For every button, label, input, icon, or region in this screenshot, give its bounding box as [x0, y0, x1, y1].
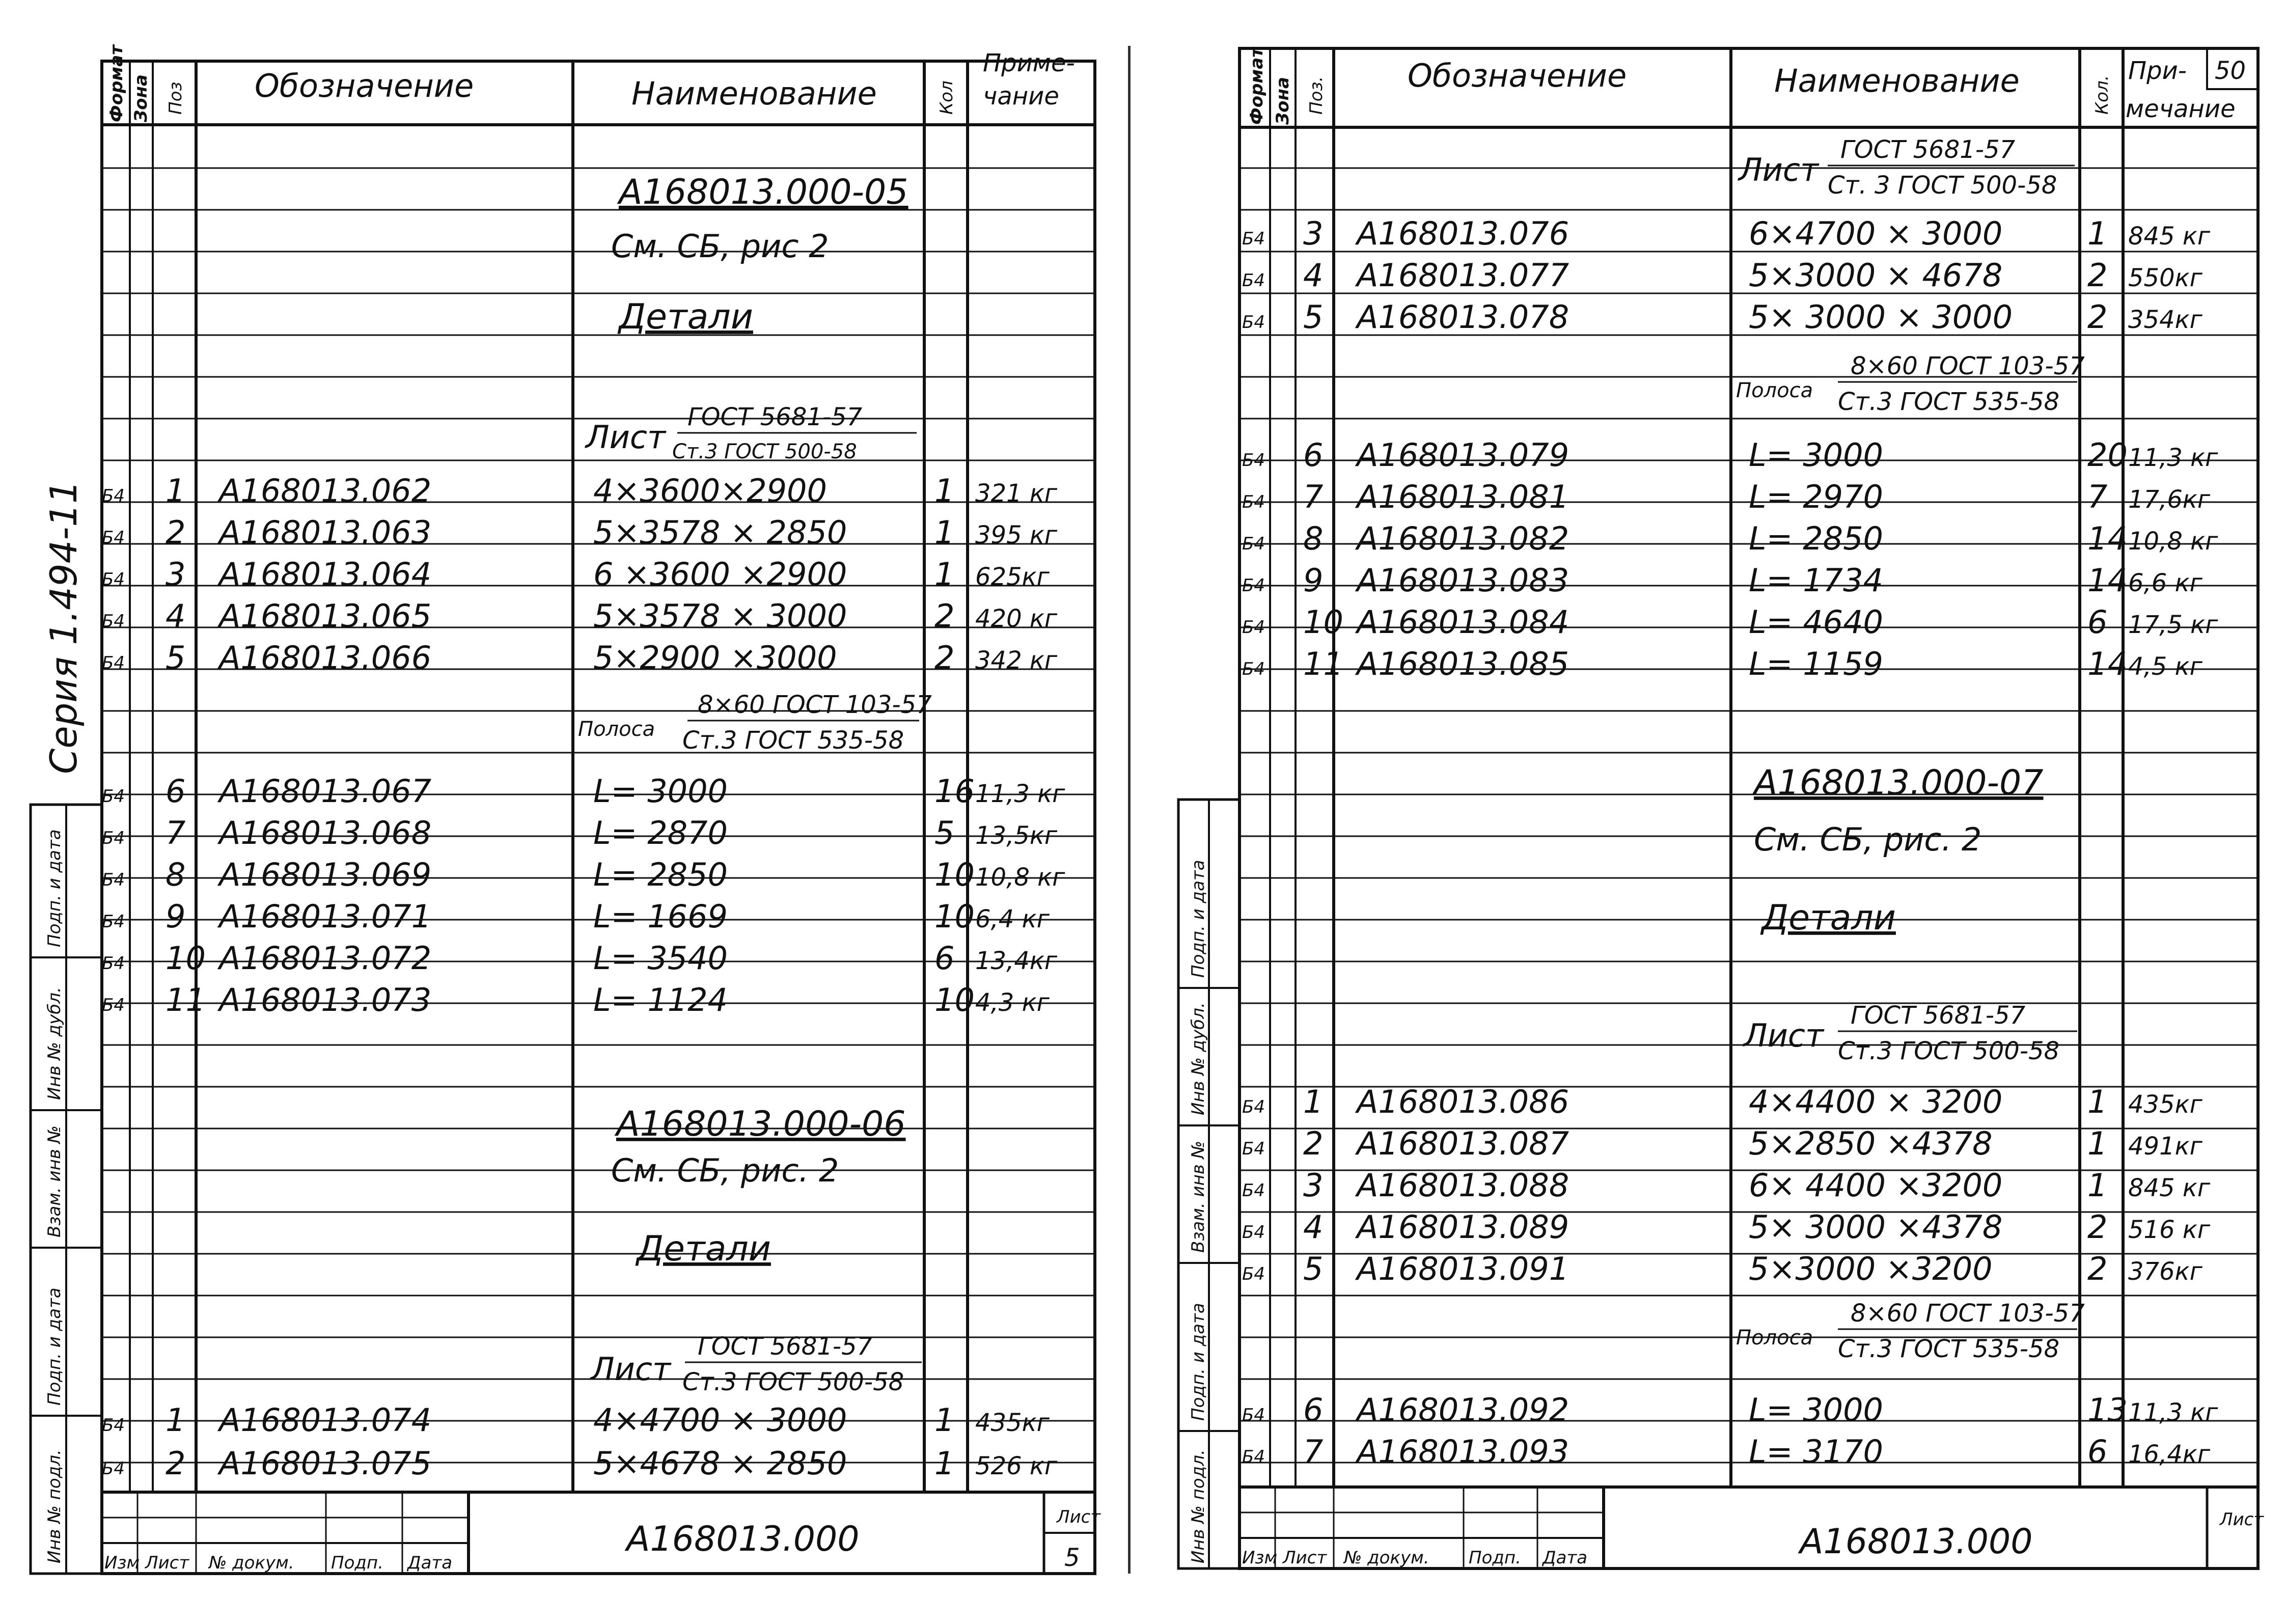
row-qty: 1: [934, 472, 955, 509]
row-qty: 10: [934, 856, 975, 893]
hdr-note-top: Приме-: [983, 49, 1075, 77]
row-pos: 5: [1303, 1250, 1324, 1287]
row-format: Б4: [1242, 1097, 1265, 1117]
row-designation: А168013.075: [219, 1445, 432, 1482]
side-label-2: Подп. и дата: [44, 1287, 65, 1406]
row-name: 5×3000 × 4678: [1749, 257, 2003, 294]
r-hdr-format: Формат: [1247, 47, 1267, 125]
assembly-code-06: А168013.000-06: [616, 1104, 906, 1144]
row-designation: А168013.066: [219, 639, 432, 676]
r-material2-word: Лист: [1744, 1017, 1824, 1054]
row-name: 6 ×3600 ×2900: [593, 556, 847, 593]
row-qty: 1: [2087, 1167, 2108, 1204]
row-name: L= 3000: [1749, 436, 1883, 474]
row-designation: А168013.074: [219, 1401, 432, 1439]
r-material-word: Лист: [1739, 151, 1819, 188]
row-qty: 1: [934, 514, 955, 551]
r-side-label-3: Взам. инв №: [1188, 1140, 1208, 1253]
row-name: 5× 3000 ×4378: [1749, 1208, 2003, 1246]
row-note: 11,3 кг: [2128, 1398, 2218, 1427]
row-format: Б4: [102, 870, 125, 890]
left-rows-b: [102, 773, 1065, 1019]
row-name: L= 3170: [1749, 1433, 1883, 1470]
row-note: 435кг: [2128, 1090, 2202, 1119]
row-format: Б4: [1242, 1180, 1265, 1201]
r-details-heading-07: Детали: [1761, 898, 1896, 938]
row-pos: 8: [1303, 520, 1324, 557]
tb-col-doc: № докум.: [209, 1553, 294, 1573]
binding-divider: [1128, 46, 1131, 1574]
row-qty: 6: [934, 940, 955, 977]
row-format: Б4: [1242, 229, 1265, 249]
row-designation: А168013.062: [219, 472, 432, 509]
row-format: Б4: [102, 1415, 125, 1436]
row-name: 5×3578 × 2850: [593, 514, 847, 551]
row-designation: А168013.082: [1357, 520, 1569, 557]
tb-doc-code: А168013.000: [626, 1519, 860, 1559]
row-format: Б4: [1242, 575, 1265, 596]
row-pos: 6: [1303, 436, 1324, 474]
hdr-format: Формат: [106, 45, 127, 122]
side-label-1: Инв № подл.: [44, 1449, 65, 1563]
row-pos: 9: [166, 898, 186, 935]
row-designation: А168013.091: [1357, 1250, 1569, 1287]
row-pos: 3: [166, 556, 186, 593]
row-name: 6× 4400 ×3200: [1749, 1167, 2003, 1204]
row-note: 10,8 кг: [975, 863, 1065, 892]
row-note: 420 кг: [975, 604, 1058, 633]
row-pos: 7: [166, 814, 186, 851]
strip-grade: Ст.3 ГОСТ 535-58: [682, 726, 904, 755]
details-heading-05: Детали: [619, 297, 753, 337]
row-format: Б4: [102, 786, 125, 807]
row-qty: 6: [2087, 603, 2108, 641]
r-tb-doc-code: А168013.000: [1800, 1522, 2033, 1562]
row-qty: 2: [2087, 298, 2108, 336]
row-designation: А168013.076: [1357, 215, 1569, 252]
row-format: Б4: [102, 486, 125, 506]
row-pos: 5: [1303, 298, 1324, 336]
r-page-number: 50: [2215, 57, 2246, 85]
row-qty: 14: [2087, 645, 2128, 682]
row-note: 17,6кг: [2128, 485, 2211, 514]
row-format: Б4: [1242, 312, 1265, 333]
row-note: 376кг: [2128, 1257, 2202, 1286]
row-pos: 7: [1303, 478, 1324, 515]
row-note: 395 кг: [975, 521, 1058, 549]
row-designation: А168013.089: [1357, 1208, 1569, 1246]
r-strip-std: 8×60 ГОСТ 103-57: [1851, 352, 2085, 380]
row-format: Б4: [102, 953, 125, 974]
row-pos: 1: [1303, 1083, 1324, 1120]
row-note: 321 кг: [975, 479, 1058, 508]
row-pos: 10: [166, 940, 206, 977]
row-pos: 4: [1303, 1208, 1324, 1246]
material-std: ГОСТ 5681-57: [687, 403, 863, 431]
r-side-label-1: Инв № подл.: [1188, 1449, 1208, 1563]
row-designation: А168013.065: [219, 597, 432, 635]
row-designation: А168013.078: [1357, 298, 1569, 336]
row-designation: А168013.086: [1357, 1083, 1569, 1120]
strip-word: Полоса: [578, 718, 655, 741]
r-strip2-word: Полоса: [1736, 1326, 1813, 1350]
series-label: Серия 1.494-11: [42, 480, 85, 774]
row-designation: А168013.071: [219, 898, 432, 935]
row-name: 5×3000 ×3200: [1749, 1250, 1993, 1287]
row-designation: А168013.077: [1357, 257, 1569, 294]
row-pos: 11: [166, 981, 206, 1019]
row-qty: 2: [934, 597, 955, 635]
material2-grade: Ст.3 ГОСТ 500-58: [682, 1368, 904, 1396]
row-qty: 7: [2087, 478, 2108, 515]
row-pos: 2: [1303, 1125, 1324, 1162]
strip-std: 8×60 ГОСТ 103-57: [698, 691, 932, 719]
row-format: Б4: [102, 653, 125, 673]
row-designation: А168013.063: [219, 514, 432, 551]
r-material2-grade: Ст.3 ГОСТ 500-58: [1838, 1037, 2060, 1065]
r-tb-col-date: Дата: [1543, 1548, 1588, 1568]
row-designation: А168013.064: [219, 556, 432, 593]
assembly-ref-06: См. СБ, рис. 2: [611, 1152, 839, 1189]
row-qty: 2: [2087, 1250, 2108, 1287]
right-spec-sheet: [1143, 0, 2286, 1624]
row-designation: А168013.068: [219, 814, 432, 851]
row-pos: 9: [1303, 562, 1324, 599]
left-rows-c: [102, 1401, 1058, 1482]
r-hdr-name: Наименование: [1774, 62, 2020, 99]
row-qty: 20: [2087, 436, 2128, 474]
row-qty: 14: [2087, 562, 2128, 599]
row-qty: 1: [2087, 215, 2108, 252]
row-designation: А168013.087: [1357, 1125, 1569, 1162]
tb-col-izm: Изм: [104, 1553, 140, 1573]
r-material2-std: ГОСТ 5681-57: [1851, 1001, 2026, 1030]
r-assembly-ref-07: См. СБ, рис. 2: [1754, 821, 1982, 858]
material2-std: ГОСТ 5681-57: [698, 1332, 873, 1361]
r-hdr-pos: Поз.: [1306, 76, 1327, 115]
row-name: 5×4678 × 2850: [593, 1445, 847, 1482]
material-grade: Ст.3 ГОСТ 500-58: [672, 440, 857, 463]
row-designation: А168013.085: [1357, 645, 1569, 682]
row-format: Б4: [1242, 1264, 1265, 1284]
row-format: Б4: [1242, 450, 1265, 471]
row-name: 4×4400 × 3200: [1749, 1083, 2003, 1120]
row-name: L= 1734: [1749, 562, 1883, 599]
r-assembly-code-07: А168013.000-07: [1754, 763, 2044, 803]
row-pos: 3: [1303, 215, 1324, 252]
row-note: 13,5кг: [975, 821, 1058, 850]
r-hdr-note-bottom: мечание: [2126, 95, 2236, 123]
r-side-label-2: Подп. и дата: [1188, 1303, 1208, 1421]
row-name: 5×2850 ×4378: [1749, 1125, 1993, 1162]
row-note: 17,5 кг: [2128, 611, 2218, 639]
row-format: Б4: [102, 611, 125, 631]
row-note: 845 кг: [2128, 222, 2211, 251]
row-pos: 8: [166, 856, 186, 893]
row-note: 845 кг: [2128, 1174, 2211, 1202]
row-name: 5×2900 ×3000: [593, 639, 837, 676]
row-name: 5× 3000 × 3000: [1749, 298, 2013, 336]
right-spec-page: [1143, 0, 2286, 1624]
hdr-designation: Обозначение: [255, 67, 474, 104]
right-rows-c: [1242, 1083, 2211, 1287]
row-format: Б4: [102, 1458, 125, 1479]
row-name: L= 4640: [1749, 603, 1883, 641]
row-note: 526 кг: [975, 1452, 1058, 1480]
row-qty: 1: [2087, 1083, 2108, 1120]
row-qty: 13: [2087, 1391, 2128, 1428]
row-pos: 3: [1303, 1167, 1324, 1204]
row-format: Б4: [1242, 659, 1265, 679]
row-note: 435кг: [975, 1409, 1050, 1437]
r-side-label-4: Инв № дубл.: [1188, 1002, 1208, 1115]
row-qty: 14: [2087, 520, 2128, 557]
row-name: L= 2970: [1749, 478, 1883, 515]
r-strip2-grade: Ст.3 ГОСТ 535-58: [1838, 1335, 2060, 1363]
row-name: 6×4700 × 3000: [1749, 215, 2003, 252]
row-qty: 16: [934, 773, 975, 810]
row-pos: 6: [1303, 1391, 1324, 1428]
row-format: Б4: [102, 828, 125, 848]
row-name: 4×3600×2900: [593, 472, 827, 509]
r-side-label-5: Подп. и дата: [1188, 860, 1208, 978]
row-note: 354кг: [2128, 306, 2202, 334]
tb-col-sign: Подп.: [331, 1553, 383, 1573]
row-format: Б4: [1242, 1447, 1265, 1467]
row-qty: 1: [934, 1445, 955, 1482]
assembly-code-05: А168013.000-05: [619, 172, 908, 212]
row-note: 11,3 кг: [975, 780, 1065, 808]
row-qty: 2: [2087, 1208, 2108, 1246]
row-pos: 4: [166, 597, 186, 635]
row-pos: 11: [1303, 645, 1343, 682]
row-format: Б4: [1242, 617, 1265, 638]
details-heading-06: Детали: [637, 1229, 771, 1269]
row-note: 6,4 кг: [975, 905, 1050, 933]
row-name: L= 3540: [593, 940, 728, 977]
material-word: Лист: [586, 419, 666, 456]
row-name: 5×3578 × 3000: [593, 597, 847, 635]
row-format: Б4: [1242, 1222, 1265, 1243]
row-designation: А168013.088: [1357, 1167, 1569, 1204]
r-hdr-zone: Зона: [1273, 77, 1293, 125]
row-note: 16,4кг: [2128, 1440, 2211, 1469]
side-label-5: Подп. и дата: [44, 829, 65, 947]
row-format: Б4: [1242, 1139, 1265, 1159]
row-designation: А168013.081: [1357, 478, 1569, 515]
row-designation: А168013.092: [1357, 1391, 1569, 1428]
row-qty: 2: [2087, 257, 2108, 294]
row-name: L= 2850: [593, 856, 728, 893]
row-pos: 5: [166, 639, 186, 676]
tb-sheet-number: 5: [1064, 1544, 1080, 1572]
right-side-strip: [1178, 800, 1240, 1568]
row-pos: 6: [166, 773, 186, 810]
r-hdr-designation: Обозначение: [1408, 57, 1627, 94]
material2-word: Лист: [591, 1351, 671, 1388]
row-designation: А168013.073: [219, 981, 432, 1019]
row-qty: 2: [934, 639, 955, 676]
r-strip2-std: 8×60 ГОСТ 103-57: [1851, 1299, 2085, 1328]
tb-sheet-label: Лист: [1057, 1507, 1101, 1527]
side-label-4: Инв № дубл.: [44, 987, 65, 1100]
tb-col-list: Лист: [145, 1553, 189, 1573]
row-pos: 2: [166, 1445, 186, 1482]
row-qty: 1: [934, 556, 955, 593]
row-pos: 1: [166, 472, 186, 509]
row-format: Б4: [102, 569, 125, 590]
hdr-pos: Поз: [166, 81, 186, 115]
r-tb-col-sign: Подп.: [1469, 1548, 1521, 1568]
row-note: 10,8 кг: [2128, 527, 2218, 556]
row-designation: А168013.079: [1357, 436, 1569, 474]
row-qty: 1: [934, 1401, 955, 1439]
row-format: Б4: [1242, 534, 1265, 554]
row-designation: А168013.069: [219, 856, 432, 893]
r-material-std: ГОСТ 5681-57: [1840, 135, 2016, 164]
row-designation: А168013.093: [1357, 1433, 1569, 1470]
row-qty: 10: [934, 981, 975, 1019]
r-tb-col-doc: № докум.: [1344, 1548, 1429, 1568]
row-note: 6,6 кг: [2128, 569, 2202, 597]
row-name: L= 3000: [593, 773, 728, 810]
row-note: 13,4кг: [975, 947, 1058, 975]
row-name: L= 3000: [1749, 1391, 1883, 1428]
hdr-zone: Зона: [131, 74, 151, 122]
left-side-strip: [31, 805, 102, 1574]
row-format: Б4: [1242, 492, 1265, 512]
row-qty: 1: [2087, 1125, 2108, 1162]
row-format: Б4: [102, 995, 125, 1015]
row-note: 516 кг: [2128, 1216, 2211, 1244]
hdr-qty: Кол: [937, 80, 957, 115]
r-strip-word: Полоса: [1736, 379, 1813, 402]
r-tb-col-list: Лист: [1283, 1548, 1327, 1568]
side-label-3: Взам. инв №: [44, 1125, 65, 1237]
row-designation: А168013.067: [219, 773, 432, 810]
row-designation: А168013.083: [1357, 562, 1569, 599]
row-pos: 7: [1303, 1433, 1324, 1470]
row-note: 550кг: [2128, 264, 2202, 292]
hdr-name: Наименование: [631, 75, 877, 112]
row-designation: А168013.072: [219, 940, 432, 977]
row-pos: 2: [166, 514, 186, 551]
row-name: L= 2870: [593, 814, 728, 851]
r-strip-grade: Ст.3 ГОСТ 535-58: [1838, 388, 2060, 416]
row-name: L= 1124: [593, 981, 728, 1019]
row-format: Б4: [1242, 270, 1265, 291]
r-tb-sheet-label: Лист: [2220, 1509, 2264, 1530]
row-note: 491кг: [2128, 1132, 2202, 1161]
row-note: 4,5 кг: [2128, 652, 2202, 681]
row-note: 4,3 кг: [975, 988, 1050, 1017]
r-material-grade: Ст. 3 ГОСТ 500-58: [1828, 171, 2057, 200]
r-hdr-note-top: При-: [2128, 57, 2187, 85]
row-name: L= 1159: [1749, 645, 1883, 682]
row-pos: 10: [1303, 603, 1343, 641]
row-note: 625кг: [975, 563, 1050, 591]
row-name: L= 1669: [593, 898, 728, 935]
row-qty: 10: [934, 898, 975, 935]
row-format: Б4: [102, 528, 125, 548]
right-rows-a: [1242, 215, 2211, 336]
hdr-note-bottom: чание: [983, 82, 1059, 111]
row-designation: А168013.084: [1357, 603, 1569, 641]
row-format: Б4: [1242, 1405, 1265, 1425]
row-pos: 1: [166, 1401, 186, 1439]
row-name: 4×4700 × 3000: [593, 1401, 847, 1439]
row-qty: 6: [2087, 1433, 2108, 1470]
tb-col-date: Дата: [407, 1553, 453, 1573]
row-qty: 5: [934, 814, 955, 851]
r-hdr-qty: Кол.: [2092, 75, 2112, 115]
row-format: Б4: [102, 912, 125, 932]
row-note: 11,3 кг: [2128, 444, 2218, 472]
assembly-ref-05: См. СБ, рис 2: [611, 228, 829, 265]
r-tb-col-izm: Изм: [1242, 1548, 1278, 1568]
row-note: 342 кг: [975, 646, 1058, 675]
row-name: L= 2850: [1749, 520, 1883, 557]
row-pos: 4: [1303, 257, 1324, 294]
